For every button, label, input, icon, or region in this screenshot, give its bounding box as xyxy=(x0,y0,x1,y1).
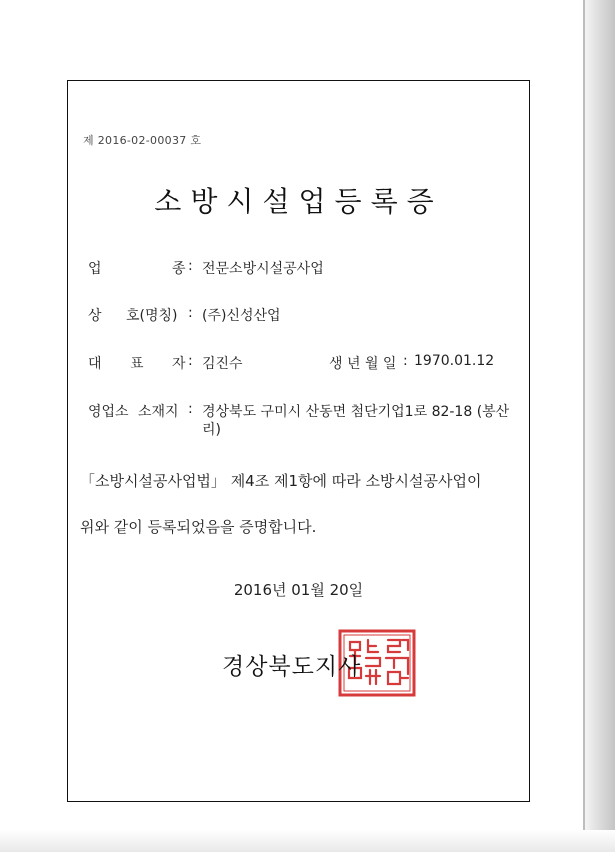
issuer-name: 경상북도지사 xyxy=(222,654,362,680)
business-type-value: 전문소방시설공사업 xyxy=(202,261,324,277)
representative-colon: : xyxy=(188,353,193,369)
trade-name-value: (주)신성산업 xyxy=(202,308,281,324)
address-label-a: 영업소 xyxy=(88,404,129,420)
trade-name-label-a: 상 xyxy=(88,308,102,324)
representative-label-a: 대 xyxy=(88,356,102,372)
scan-edge-line xyxy=(583,0,585,852)
address-value-line2: 리) xyxy=(202,422,221,438)
issue-date: 2016년 01월 20일 xyxy=(233,581,364,599)
representative-label-b: 표 xyxy=(130,356,144,372)
birth-date-label: 생 년 월 일 xyxy=(329,356,397,372)
scan-bottom-shadow xyxy=(0,830,615,852)
business-type-label-b: 종 xyxy=(172,261,186,277)
certificate-title: 소방시설업등록증 xyxy=(154,185,443,218)
statement-line1: 「소방시설공사업법」 제4조 제1항에 따라 소방시설공사업이 xyxy=(80,472,482,490)
birth-date-value: 1970.01.12 xyxy=(414,353,495,369)
address-label-b: 소재지 xyxy=(138,404,179,420)
registration-number: 제 2016-02-00037 호 xyxy=(83,134,202,147)
representative-value: 김진수 xyxy=(202,356,243,372)
statement-line2: 위와 같이 등록되었음을 증명합니다. xyxy=(80,518,317,536)
address-value-line1: 경상북도 구미시 산동면 첨단기업1로 82-18 (봉산 xyxy=(202,404,510,420)
trade-name-label-b: 호(명칭) xyxy=(126,308,178,324)
business-type-colon: : xyxy=(188,258,193,274)
birth-date-colon: : xyxy=(403,353,408,369)
trade-name-colon: : xyxy=(188,305,193,321)
scan-shadow xyxy=(585,0,615,852)
address-colon: : xyxy=(188,401,193,417)
business-type-label-a: 업 xyxy=(88,261,102,277)
representative-label-c: 자 xyxy=(172,356,186,372)
